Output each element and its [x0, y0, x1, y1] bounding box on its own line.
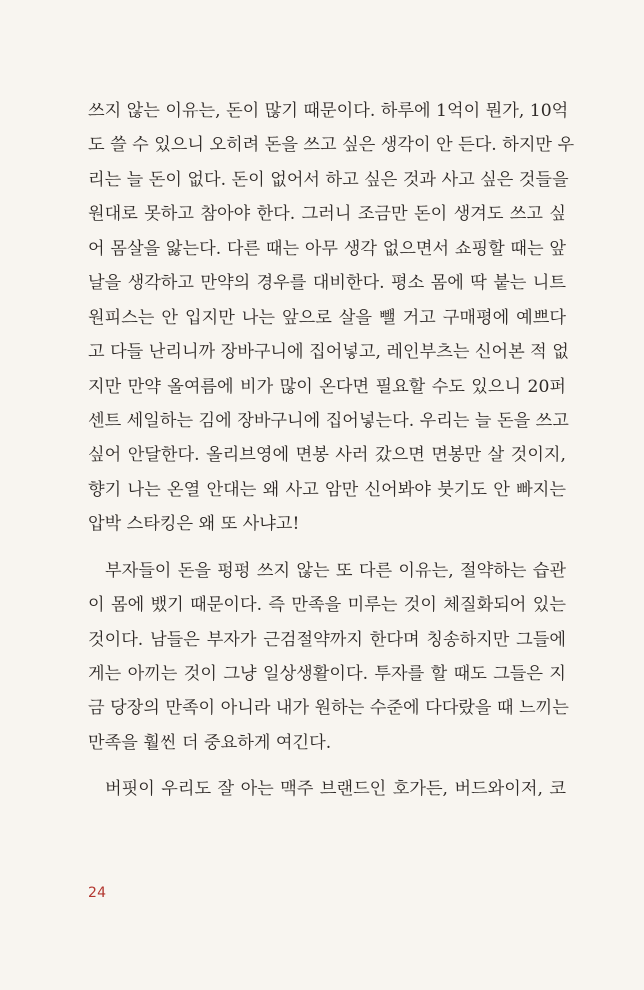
text-line: 도 쓸 수 있으니 오히려 돈을 쓰고 싶은 생각이 안 든다. 하지만 우 — [88, 135, 575, 156]
text-line: 어 몸살을 앓는다. 다른 때는 아무 생각 없으면서 쇼핑할 때는 앞 — [88, 238, 566, 259]
text-line: 만족을 훨씬 더 중요하게 여긴다. — [88, 732, 332, 753]
text-line: 고 다들 난리니까 장바구니에 집어넣고, 레인부츠는 신어본 적 없 — [88, 342, 569, 363]
paragraph-spacer — [88, 542, 566, 554]
text-line: 싶어 안달한다. 올리브영에 면봉 사러 갔으면 면봉만 살 것이지, — [88, 445, 566, 466]
text-line: 쓰지 않는 이유는, 돈이 많기 때문이다. 하루에 1억이 뭔가, 10억 — [88, 101, 569, 121]
text-line: 압박 스타킹은 왜 또 사냐고! — [88, 514, 300, 535]
text-line: 지만 만약 올여름에 비가 많이 온다면 필요할 수도 있으니 20퍼 — [88, 376, 566, 397]
text-line: 부자들이 돈을 펑펑 쓰지 않는 또 다른 이유는, 절약하는 습관 — [105, 560, 566, 581]
paragraph-2 — [88, 554, 569, 761]
text-line: 원대로 못하고 참아야 한다. 그러니 조금만 돈이 생겨도 쓰고 싶 — [88, 204, 566, 225]
text-line: 리는 늘 돈이 없다. 돈이 없어서 하고 싶은 것과 사고 싶은 것들을 — [88, 169, 569, 190]
text-line: 게는 아끼는 것이 그냥 일상생활이다. 투자를 할 때도 그들은 지 — [88, 664, 566, 684]
body-text — [88, 94, 575, 807]
text-line: 이 몸에 뱄기 때문이다. 즉 만족을 미루는 것이 체질화되어 있는 — [88, 595, 566, 616]
paragraph-1 — [88, 94, 575, 542]
page-number: 24 — [88, 885, 107, 901]
text-line: 센트 세일하는 김에 장바구니에 집어넣는다. 우리는 늘 돈을 쓰고 — [88, 410, 569, 431]
text-line: 날을 생각하고 만약의 경우를 대비한다. 평소 몸에 딱 붙는 니트 — [88, 273, 566, 294]
text-line: 원피스는 안 입지만 나는 앞으로 살을 뺄 거고 구매평에 예쁘다 — [88, 307, 566, 328]
paragraph-spacer — [88, 760, 566, 772]
text-line: 금 당장의 만족이 아니라 내가 원하는 수준에 다다랐을 때 느끼는 — [88, 698, 569, 719]
text-line: 향기 나는 온열 안대는 왜 사고 암만 신어봐야 붓기도 안 빠지는 — [88, 479, 566, 500]
paragraph-3 — [88, 772, 566, 806]
text-line: 것이다. 남들은 부자가 근검절약까지 한다며 칭송하지만 그들에 — [88, 629, 566, 650]
text-line: 버핏이 우리도 잘 아는 맥주 브랜드인 호가든, 버드와이저, 코 — [105, 779, 566, 800]
